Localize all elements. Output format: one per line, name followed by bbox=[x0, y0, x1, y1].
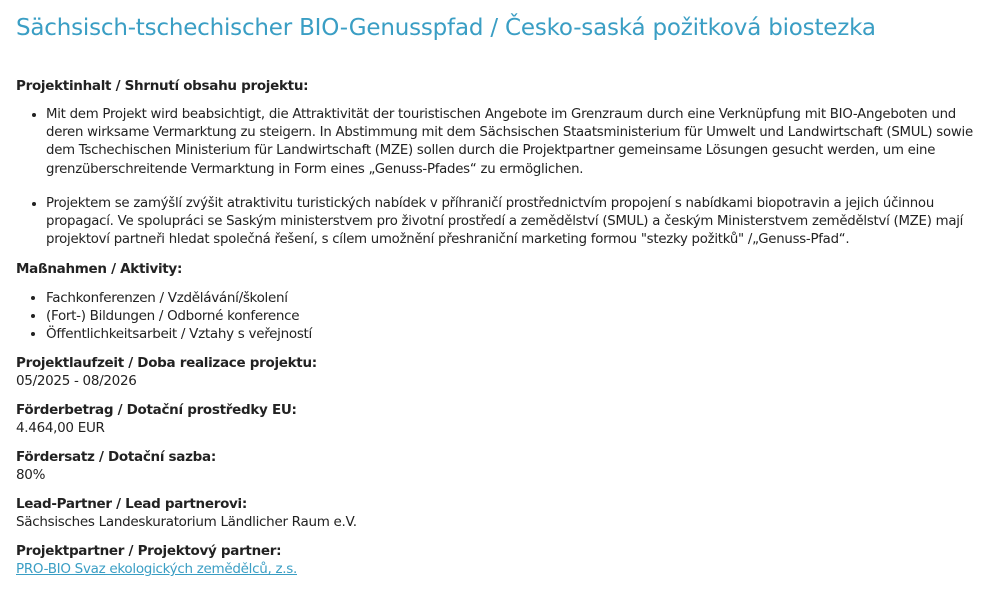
rate-label: Fördersatz / Dotační sazba: bbox=[16, 449, 216, 466]
project-partner-label: Projektpartner / Projektový partner: bbox=[16, 543, 282, 560]
duration-section bbox=[16, 354, 976, 390]
measures-list bbox=[16, 289, 976, 343]
rate-section bbox=[16, 448, 976, 484]
project-partner-link[interactable]: PRO-BIO Svaz ekologických zemědělců, z.s. bbox=[16, 561, 297, 578]
lead-partner-section bbox=[16, 495, 976, 531]
list-item: • Öffentlichkeitsarbeit / Vztahy s veřejností bbox=[46, 325, 976, 343]
list-item: • Fachkonferenzen / Vzdělávání/školení bbox=[46, 289, 976, 307]
project-content-label: Projektinhalt / Shrnutí obsahu projektu: bbox=[16, 78, 309, 94]
measures-label: Maßnahmen / Aktivity: bbox=[16, 261, 183, 278]
project-partner-section bbox=[16, 542, 976, 578]
lead-partner-value: Sächsisches Landeskuratorium Ländlicher Raum e.V. bbox=[16, 514, 357, 531]
duration-value: 05/2025 - 08/2026 bbox=[16, 373, 137, 390]
rate-value: 80% bbox=[16, 467, 46, 484]
project-content-list bbox=[16, 106, 976, 249]
duration-label: Projektlaufzeit / Doba realizace projektu: bbox=[16, 355, 317, 372]
funding-label: Förderbetrag / Dotační prostředky EU: bbox=[16, 402, 297, 419]
funding-section bbox=[16, 401, 976, 437]
list-item: • Mit dem Projekt wird beabsichtigt, die Attraktivität der touristischen Angebote im Grenzraum durch eine Verknüpfung mit BIO-Angeboten und deren wirksame Vermarktung zu steigern. In Abstimmung mit dem Sächsischen Staatsministerium für Umwelt und Landwirtschaft (SMUL) sowie dem Tschechischen Ministerium für Landwirtschaft (MZE) sollen durch die Projektpartner gemeinsame Lösungen gesucht werden, um eine grenzüberschreitende Vermarktung in Form eines „Genuss-Pfades“ zu ermöglichen. bbox=[46, 106, 976, 179]
list-item: • (Fort-) Bildungen / Odborné konference bbox=[46, 307, 976, 325]
project-content-section bbox=[16, 77, 976, 249]
list-item: • Projektem se zamýšlí zvýšit atraktivitu turistických nabídek v příhraničí prostřednictvím propojení s nabídkami biopotravin a jejich účinnou propagací. Ve spolupráci se Saským ministerstvem pro životní prostředí a zemědělství (SMUL) a českým Ministerstvem zemědělství (MZE) mají projektoví partneři hledat společná řešení, s cílem umožnění přeshraniční marketing formou "stezky požitků" /„Genuss-Pfad“. bbox=[46, 195, 976, 250]
funding-value: 4.464,00 EUR bbox=[16, 420, 105, 437]
page-title: Sächsisch-tschechischer BIO-Genusspfad / Česko-saská požitková biostezka bbox=[16, 15, 876, 41]
lead-partner-label: Lead-Partner / Lead partnerovi: bbox=[16, 496, 247, 513]
measures-section bbox=[16, 260, 976, 343]
